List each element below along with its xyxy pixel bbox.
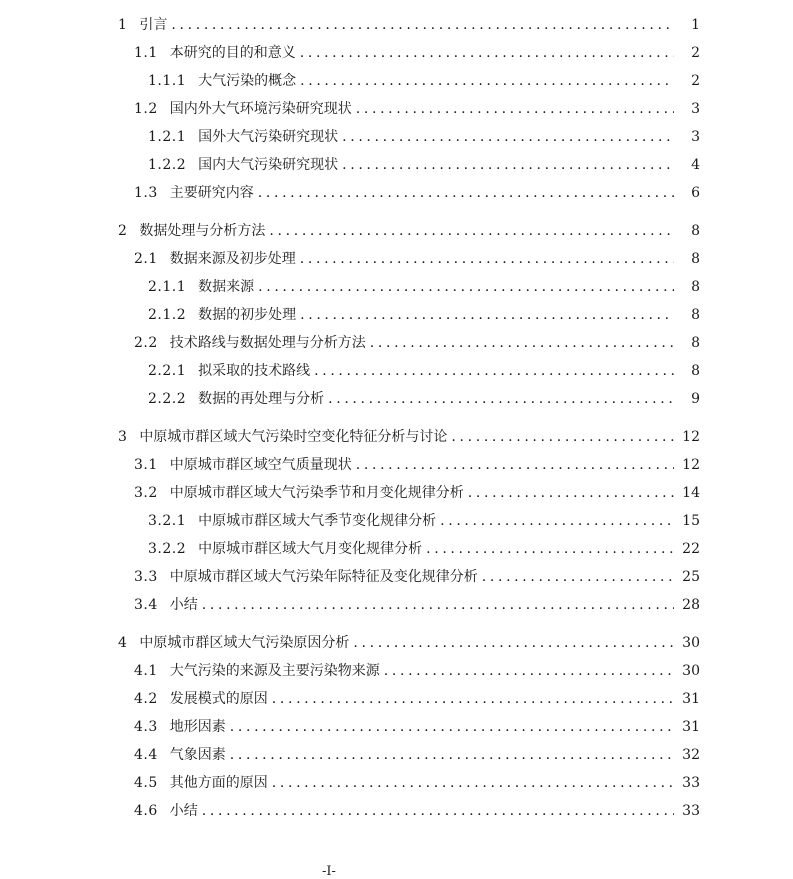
- toc-entry[interactable]: [0, 798, 793, 824]
- toc-entry[interactable]: [0, 96, 793, 122]
- toc-page-number: 3: [691, 129, 700, 145]
- toc-title: 国外大气污染研究现状: [198, 129, 339, 145]
- toc-title: 发展模式的原因: [169, 691, 268, 707]
- dot-leader: [314, 358, 674, 384]
- page-footer-marker: -I-: [322, 864, 336, 879]
- toc-entry[interactable]: [0, 386, 793, 412]
- toc-number: 4.5: [134, 775, 158, 791]
- toc-page-number: 33: [682, 803, 700, 819]
- toc-page-number: 30: [682, 635, 700, 651]
- toc-title: 国内大气污染研究现状: [198, 157, 339, 173]
- toc-number: 1.2: [134, 101, 158, 117]
- toc-number: 3.1: [134, 457, 158, 473]
- toc-number: 2.2.1: [148, 363, 187, 379]
- toc-page-number: 8: [691, 223, 700, 239]
- toc-number: 3.2.1: [148, 513, 187, 529]
- dot-leader: [300, 68, 674, 94]
- dot-leader: [482, 564, 674, 590]
- toc-title: 数据的初步处理: [198, 307, 297, 323]
- toc-title: 国内外大气环境污染研究现状: [169, 101, 352, 117]
- toc-number: 1.2.2: [148, 157, 187, 173]
- toc-title: 中原城市群区域大气污染年际特征及变化规律分析: [169, 569, 478, 585]
- toc-title: 拟采取的技术路线: [198, 363, 311, 379]
- toc-number: 3.2: [134, 485, 158, 501]
- toc-title: 小结: [169, 803, 198, 819]
- toc-title: 中原城市群区域大气污染原因分析: [139, 635, 350, 651]
- toc-title: 气象因素: [169, 747, 226, 763]
- toc-number: 3.2.2: [148, 541, 187, 557]
- toc-number: 3.4: [134, 597, 158, 613]
- dot-leader: [451, 424, 674, 450]
- toc-entry[interactable]: [0, 246, 793, 272]
- dot-leader: [440, 508, 674, 534]
- toc-page-number: 28: [682, 597, 700, 613]
- toc-page-number: 33: [682, 775, 700, 791]
- toc-title: 中原城市群区域大气污染季节和月变化规律分析: [169, 485, 464, 501]
- dot-leader: [258, 274, 674, 300]
- toc-number: 3.3: [134, 569, 158, 585]
- toc-entry[interactable]: [0, 630, 793, 656]
- toc-page-number: 8: [691, 279, 700, 295]
- toc-page-number: 31: [682, 691, 700, 707]
- dot-leader: [202, 798, 674, 824]
- toc-page-number: 4: [691, 157, 700, 173]
- toc-entry[interactable]: [0, 274, 793, 300]
- toc-entry[interactable]: [0, 12, 793, 38]
- toc-page-number: 32: [682, 747, 700, 763]
- toc-title: 数据来源: [198, 279, 255, 295]
- toc-number: 1: [118, 17, 128, 33]
- toc-entry[interactable]: [0, 658, 793, 684]
- toc-page-number: 9: [691, 391, 700, 407]
- dot-leader: [272, 686, 674, 712]
- toc-number: 4.4: [134, 747, 158, 763]
- toc-page-number: 30: [682, 663, 700, 679]
- toc-number: 3: [118, 429, 128, 445]
- toc-page-number: 6: [691, 185, 700, 201]
- toc-entry[interactable]: [0, 40, 793, 66]
- toc-title: 本研究的目的和意义: [169, 45, 296, 61]
- toc-title: 中原城市群区域空气质量现状: [169, 457, 352, 473]
- toc-page-number: 8: [691, 363, 700, 379]
- dot-leader: [468, 480, 674, 506]
- toc-entry[interactable]: [0, 180, 793, 206]
- toc-number: 2.2.2: [148, 391, 187, 407]
- toc-number: 4.6: [134, 803, 158, 819]
- toc-page-number: 25: [682, 569, 700, 585]
- toc-entry[interactable]: [0, 424, 793, 450]
- toc-number: 2.1.1: [148, 279, 187, 295]
- dot-leader: [370, 330, 674, 356]
- toc-title: 小结: [169, 597, 198, 613]
- dot-leader: [353, 630, 674, 656]
- dot-leader: [426, 536, 674, 562]
- toc-page-number: 12: [682, 457, 700, 473]
- toc-title: 数据的再处理与分析: [198, 391, 325, 407]
- toc-number: 4.2: [134, 691, 158, 707]
- toc-number: 2.2: [134, 335, 158, 351]
- toc-entry[interactable]: [0, 124, 793, 150]
- dot-leader: [356, 452, 674, 478]
- dot-leader: [171, 12, 674, 38]
- toc-page-number: 14: [682, 485, 700, 501]
- toc-title: 大气污染的来源及主要污染物来源: [169, 663, 380, 679]
- toc-entry[interactable]: [0, 536, 793, 562]
- toc-title: 地形因素: [169, 719, 226, 735]
- toc-entry[interactable]: [0, 742, 793, 768]
- dot-leader: [202, 592, 674, 618]
- toc-title: 数据处理与分析方法: [139, 223, 266, 239]
- toc-number: 1.2.1: [148, 129, 187, 145]
- dot-leader: [356, 96, 674, 122]
- toc-page-number: 31: [682, 719, 700, 735]
- toc-number: 2.1.2: [148, 307, 187, 323]
- toc-title: 引言: [139, 17, 168, 33]
- toc-page-number: 22: [682, 541, 700, 557]
- dot-leader: [269, 218, 674, 244]
- toc-number: 1.3: [134, 185, 158, 201]
- toc-page-number: 2: [691, 45, 700, 61]
- toc-number: 1.1.1: [148, 73, 187, 89]
- toc-entry[interactable]: [0, 564, 793, 590]
- toc-title: 数据来源及初步处理: [169, 251, 296, 267]
- toc-title: 技术路线与数据处理与分析方法: [169, 335, 366, 351]
- toc-entry[interactable]: [0, 770, 793, 796]
- dot-leader: [272, 770, 674, 796]
- toc-number: 4.3: [134, 719, 158, 735]
- toc-title: 其他方面的原因: [169, 775, 268, 791]
- dot-leader: [258, 180, 674, 206]
- toc-entry[interactable]: [0, 302, 793, 328]
- toc-page-number: 2: [691, 73, 700, 89]
- toc-title: 中原城市群区域大气月变化规律分析: [198, 541, 423, 557]
- toc-number: 4: [118, 635, 128, 651]
- toc-number: 1.1: [134, 45, 158, 61]
- toc-title: 大气污染的概念: [198, 73, 297, 89]
- dot-leader: [342, 152, 674, 178]
- toc-number: 2.1: [134, 251, 158, 267]
- toc-page-number: 8: [691, 307, 700, 323]
- toc-entry[interactable]: [0, 686, 793, 712]
- dot-leader: [300, 246, 674, 272]
- dot-leader: [342, 124, 674, 150]
- toc-page-number: 12: [682, 429, 700, 445]
- toc-entry[interactable]: [0, 218, 793, 244]
- toc-entry[interactable]: [0, 152, 793, 178]
- toc-title: 主要研究内容: [169, 185, 254, 201]
- toc-entry[interactable]: [0, 68, 793, 94]
- toc-entry[interactable]: [0, 480, 793, 506]
- toc-entry[interactable]: [0, 714, 793, 740]
- toc-entry[interactable]: [0, 452, 793, 478]
- dot-leader: [300, 40, 674, 66]
- toc-page-number: 8: [691, 335, 700, 351]
- dot-leader: [300, 302, 674, 328]
- toc-number: 4.1: [134, 663, 158, 679]
- toc-entry[interactable]: [0, 330, 793, 356]
- dot-leader: [328, 386, 674, 412]
- toc-page-number: 15: [682, 513, 700, 529]
- dot-leader: [230, 714, 674, 740]
- toc-page-number: 8: [691, 251, 700, 267]
- toc-number: 2: [118, 223, 128, 239]
- toc-entry[interactable]: [0, 508, 793, 534]
- toc-entry[interactable]: [0, 358, 793, 384]
- toc-title: 中原城市群区域大气污染时空变化特征分析与讨论: [139, 429, 448, 445]
- dot-leader: [230, 742, 674, 768]
- toc-page-number: 3: [691, 101, 700, 117]
- dot-leader: [384, 658, 674, 684]
- toc-entry[interactable]: [0, 592, 793, 618]
- toc-title: 中原城市群区域大气季节变化规律分析: [198, 513, 437, 529]
- toc-page-number: 1: [691, 17, 700, 33]
